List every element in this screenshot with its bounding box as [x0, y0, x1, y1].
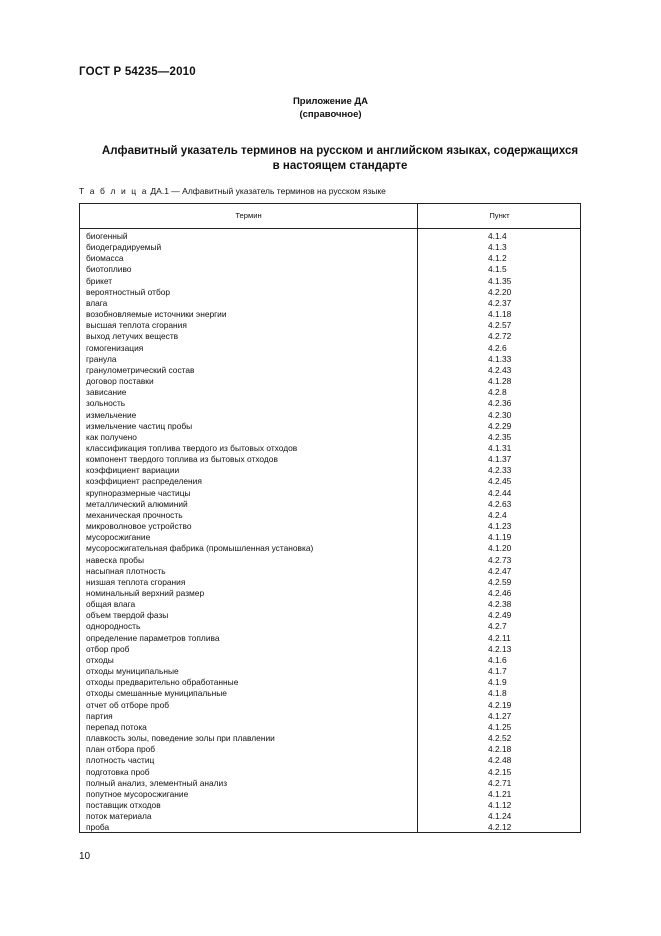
table-row	[80, 398, 580, 409]
point-cell: 4.2.47	[488, 565, 512, 576]
point-cell: 4.2.7	[488, 621, 507, 632]
term-cell: номинальный верхний размер	[86, 588, 205, 598]
term-cell: измельчение	[86, 409, 137, 420]
term-cell: партия	[86, 710, 113, 721]
term-cell: мусоросжигательная фабрика (промышленная установка)	[86, 543, 314, 554]
term-cell: зависание	[86, 387, 127, 398]
table-row	[80, 276, 580, 287]
terms-table	[79, 203, 581, 833]
point-cell: 4.2.71	[488, 777, 512, 788]
term-cell: коэффициент вариации	[86, 465, 180, 476]
term-cell: влага	[86, 297, 108, 308]
table-row	[80, 343, 580, 354]
point-cell: 4.2.20	[488, 286, 512, 297]
point-cell: 4.2.13	[488, 643, 512, 654]
column-header-term: Термин	[235, 211, 262, 220]
term-cell: полный анализ, элементный анализ	[86, 777, 228, 788]
term-cell: низшая теплота сгорания	[86, 576, 186, 587]
term-cell: возобновляемые источники энергии	[86, 309, 227, 320]
table-row	[80, 767, 580, 778]
term-cell: высшая теплота сгорания	[86, 320, 187, 331]
table-row	[80, 543, 580, 554]
table-row	[80, 555, 580, 566]
point-cell: 4.2.46	[488, 588, 512, 598]
point-cell: 4.1.3	[488, 242, 507, 253]
term-cell: биогенный	[86, 231, 128, 241]
point-cell: 4.2.15	[488, 766, 512, 777]
term-cell: крупноразмерные частицы	[86, 487, 191, 498]
term-cell: отбор проб	[86, 643, 130, 654]
table-row	[80, 499, 580, 510]
column-header-point: Пункт	[489, 211, 510, 220]
term-cell: брикет	[86, 275, 113, 286]
point-cell: 4.1.5	[488, 264, 507, 275]
point-cell: 4.2.33	[488, 465, 512, 476]
main-title-line-1: Алфавитный указатель терминов на русском и английском языках, содержащихся	[101, 145, 579, 157]
point-cell: 4.2.63	[488, 498, 512, 509]
term-cell: объем твердой фазы	[86, 610, 169, 621]
table-row	[80, 242, 580, 253]
table-row	[80, 264, 580, 275]
point-cell: 4.2.73	[488, 554, 512, 565]
point-cell: 4.2.29	[488, 420, 512, 431]
point-cell: 4.2.72	[488, 331, 512, 342]
term-cell: зольность	[86, 398, 126, 409]
table-row	[80, 744, 580, 755]
point-cell: 4.1.19	[488, 532, 512, 543]
table-row	[80, 421, 580, 432]
table-row	[80, 510, 580, 521]
term-cell: однородность	[86, 621, 141, 632]
table-row	[80, 677, 580, 688]
table-row	[80, 432, 580, 443]
term-cell: договор поставки	[86, 376, 154, 387]
point-cell: 4.2.30	[488, 409, 512, 420]
term-cell: поставщик отходов	[86, 799, 161, 810]
term-cell: проба	[86, 822, 110, 833]
point-cell: 4.2.18	[488, 744, 512, 755]
point-cell: 4.2.19	[488, 699, 512, 710]
point-cell: 4.1.35	[488, 275, 512, 286]
term-cell: поток материала	[86, 811, 152, 822]
term-cell: гранула	[86, 353, 117, 364]
term-cell: измельчение частиц пробы	[86, 420, 193, 431]
table-row	[80, 376, 580, 387]
term-cell: компонент твердого топлива из бытовых отходов	[86, 454, 278, 465]
table-row	[80, 298, 580, 309]
table-header	[80, 204, 580, 229]
point-cell: 4.1.25	[488, 721, 512, 732]
table-row	[80, 621, 580, 632]
term-cell: классификация топлива твердого из бытовых отходов	[86, 442, 298, 453]
point-cell: 4.1.23	[488, 521, 512, 532]
table-row	[80, 700, 580, 711]
point-cell: 4.1.33	[488, 353, 512, 364]
point-cell: 4.1.21	[488, 788, 512, 799]
point-cell: 4.2.43	[488, 364, 512, 375]
table-row	[80, 610, 580, 621]
table-row	[80, 454, 580, 465]
point-cell: 4.1.18	[488, 309, 512, 320]
table-row	[80, 231, 580, 242]
appendix-subtitle: (справочное)	[299, 109, 362, 120]
point-cell: 4.1.7	[488, 666, 507, 677]
table-row	[80, 387, 580, 398]
point-cell: 4.2.45	[488, 476, 512, 487]
point-cell: 4.2.37	[488, 297, 512, 308]
term-cell: как получено	[86, 431, 137, 442]
table-row	[80, 599, 580, 610]
page-number: 10	[79, 851, 91, 862]
term-cell: гомогенизация	[86, 342, 144, 353]
table-row	[80, 476, 580, 487]
term-cell: вероятностный отбор	[86, 286, 171, 297]
term-cell: механическая прочность	[86, 509, 183, 520]
table-row	[80, 800, 580, 811]
table-caption-text: ДА.1 — Алфавитный указатель терминов на русском языке	[148, 186, 386, 196]
table-body	[80, 231, 580, 833]
table-caption-prefix: Т а б л и ц а	[79, 186, 149, 196]
term-cell: биодеградируемый	[86, 242, 162, 253]
term-cell: металлический алюминий	[86, 498, 188, 509]
term-cell: отходы предварительно обработанные	[86, 677, 239, 688]
table-row	[80, 688, 580, 699]
point-cell: 4.1.20	[488, 543, 512, 554]
table-row	[80, 287, 580, 298]
point-cell: 4.2.59	[488, 576, 512, 587]
point-cell: 4.1.2	[488, 253, 507, 264]
term-cell: отчет об отборе проб	[86, 699, 170, 710]
table-row	[80, 253, 580, 264]
point-cell: 4.1.27	[488, 710, 512, 721]
point-cell: 4.2.8	[488, 387, 507, 398]
table-row	[80, 711, 580, 722]
point-cell: 4.2.57	[488, 320, 512, 331]
table-row	[80, 465, 580, 476]
term-cell: отходы смешанные муниципальные	[86, 688, 227, 699]
point-cell: 4.2.12	[488, 822, 512, 833]
term-cell: мусоросжигание	[86, 532, 151, 543]
table-row	[80, 566, 580, 577]
point-cell: 4.2.49	[488, 610, 512, 621]
table-row	[80, 410, 580, 421]
point-cell: 4.2.6	[488, 342, 507, 353]
term-cell: выход летучих веществ	[86, 331, 179, 342]
point-cell: 4.2.35	[488, 431, 512, 442]
point-cell: 4.2.4	[488, 509, 507, 520]
point-cell: 4.1.6	[488, 654, 507, 665]
term-cell: биотопливо	[86, 264, 132, 275]
term-cell: микроволновое устройство	[86, 521, 192, 532]
point-cell: 4.2.48	[488, 755, 512, 766]
point-cell: 4.1.8	[488, 688, 507, 699]
table-row	[80, 778, 580, 789]
point-cell: 4.1.4	[488, 231, 507, 241]
point-cell: 4.2.11	[488, 632, 511, 643]
term-cell: определение параметров топлива	[86, 632, 220, 643]
table-row	[80, 633, 580, 644]
table-row	[80, 644, 580, 655]
table-row	[80, 755, 580, 766]
point-cell: 4.2.52	[488, 733, 512, 744]
term-cell: гранулометрический состав	[86, 364, 195, 375]
table-row	[80, 521, 580, 532]
point-cell: 4.1.12	[488, 799, 512, 810]
point-cell: 4.1.24	[488, 811, 512, 822]
term-cell: биомасса	[86, 253, 124, 264]
table-row	[80, 488, 580, 499]
term-cell: план отбора проб	[86, 744, 156, 755]
term-cell: насыпная плотность	[86, 565, 166, 576]
point-cell: 4.1.28	[488, 376, 512, 387]
table-row	[80, 577, 580, 588]
term-cell: плавкость золы, поведение золы при плавлении	[86, 733, 275, 744]
point-cell: 4.1.9	[488, 677, 507, 688]
term-cell: коэффициент распределения	[86, 476, 202, 487]
point-cell: 4.1.37	[488, 454, 512, 465]
table-row	[80, 532, 580, 543]
term-cell: отходы муниципальные	[86, 666, 179, 677]
point-cell: 4.1.31	[488, 442, 512, 453]
table-row	[80, 666, 580, 677]
table-row	[80, 443, 580, 454]
term-cell: попутное мусоросжигание	[86, 788, 189, 799]
table-row	[80, 811, 580, 822]
table-row	[80, 331, 580, 342]
table-row	[80, 320, 580, 331]
table-row	[80, 354, 580, 365]
table-row	[80, 365, 580, 376]
table-row	[80, 655, 580, 666]
appendix-title: Приложение ДА	[292, 96, 369, 107]
point-cell: 4.2.44	[488, 487, 512, 498]
table-row	[80, 588, 580, 599]
main-title	[90, 144, 590, 174]
table-row	[80, 722, 580, 733]
point-cell: 4.2.36	[488, 398, 512, 409]
table-row	[80, 789, 580, 800]
point-cell: 4.2.38	[488, 599, 512, 610]
main-title-line-2: в настоящем стандарте	[272, 160, 408, 172]
table-caption	[79, 186, 386, 196]
term-cell: навеска пробы	[86, 554, 144, 565]
table-row	[80, 309, 580, 320]
term-cell: плотность частиц	[86, 755, 155, 766]
term-cell: перепад потока	[86, 721, 147, 732]
document-header: ГОСТ Р 54235—2010	[79, 66, 196, 78]
table-row	[80, 733, 580, 744]
term-cell: общая влага	[86, 599, 136, 610]
term-cell: подготовка проб	[86, 766, 150, 777]
table-row	[80, 822, 580, 833]
term-cell: отходы	[86, 654, 114, 665]
